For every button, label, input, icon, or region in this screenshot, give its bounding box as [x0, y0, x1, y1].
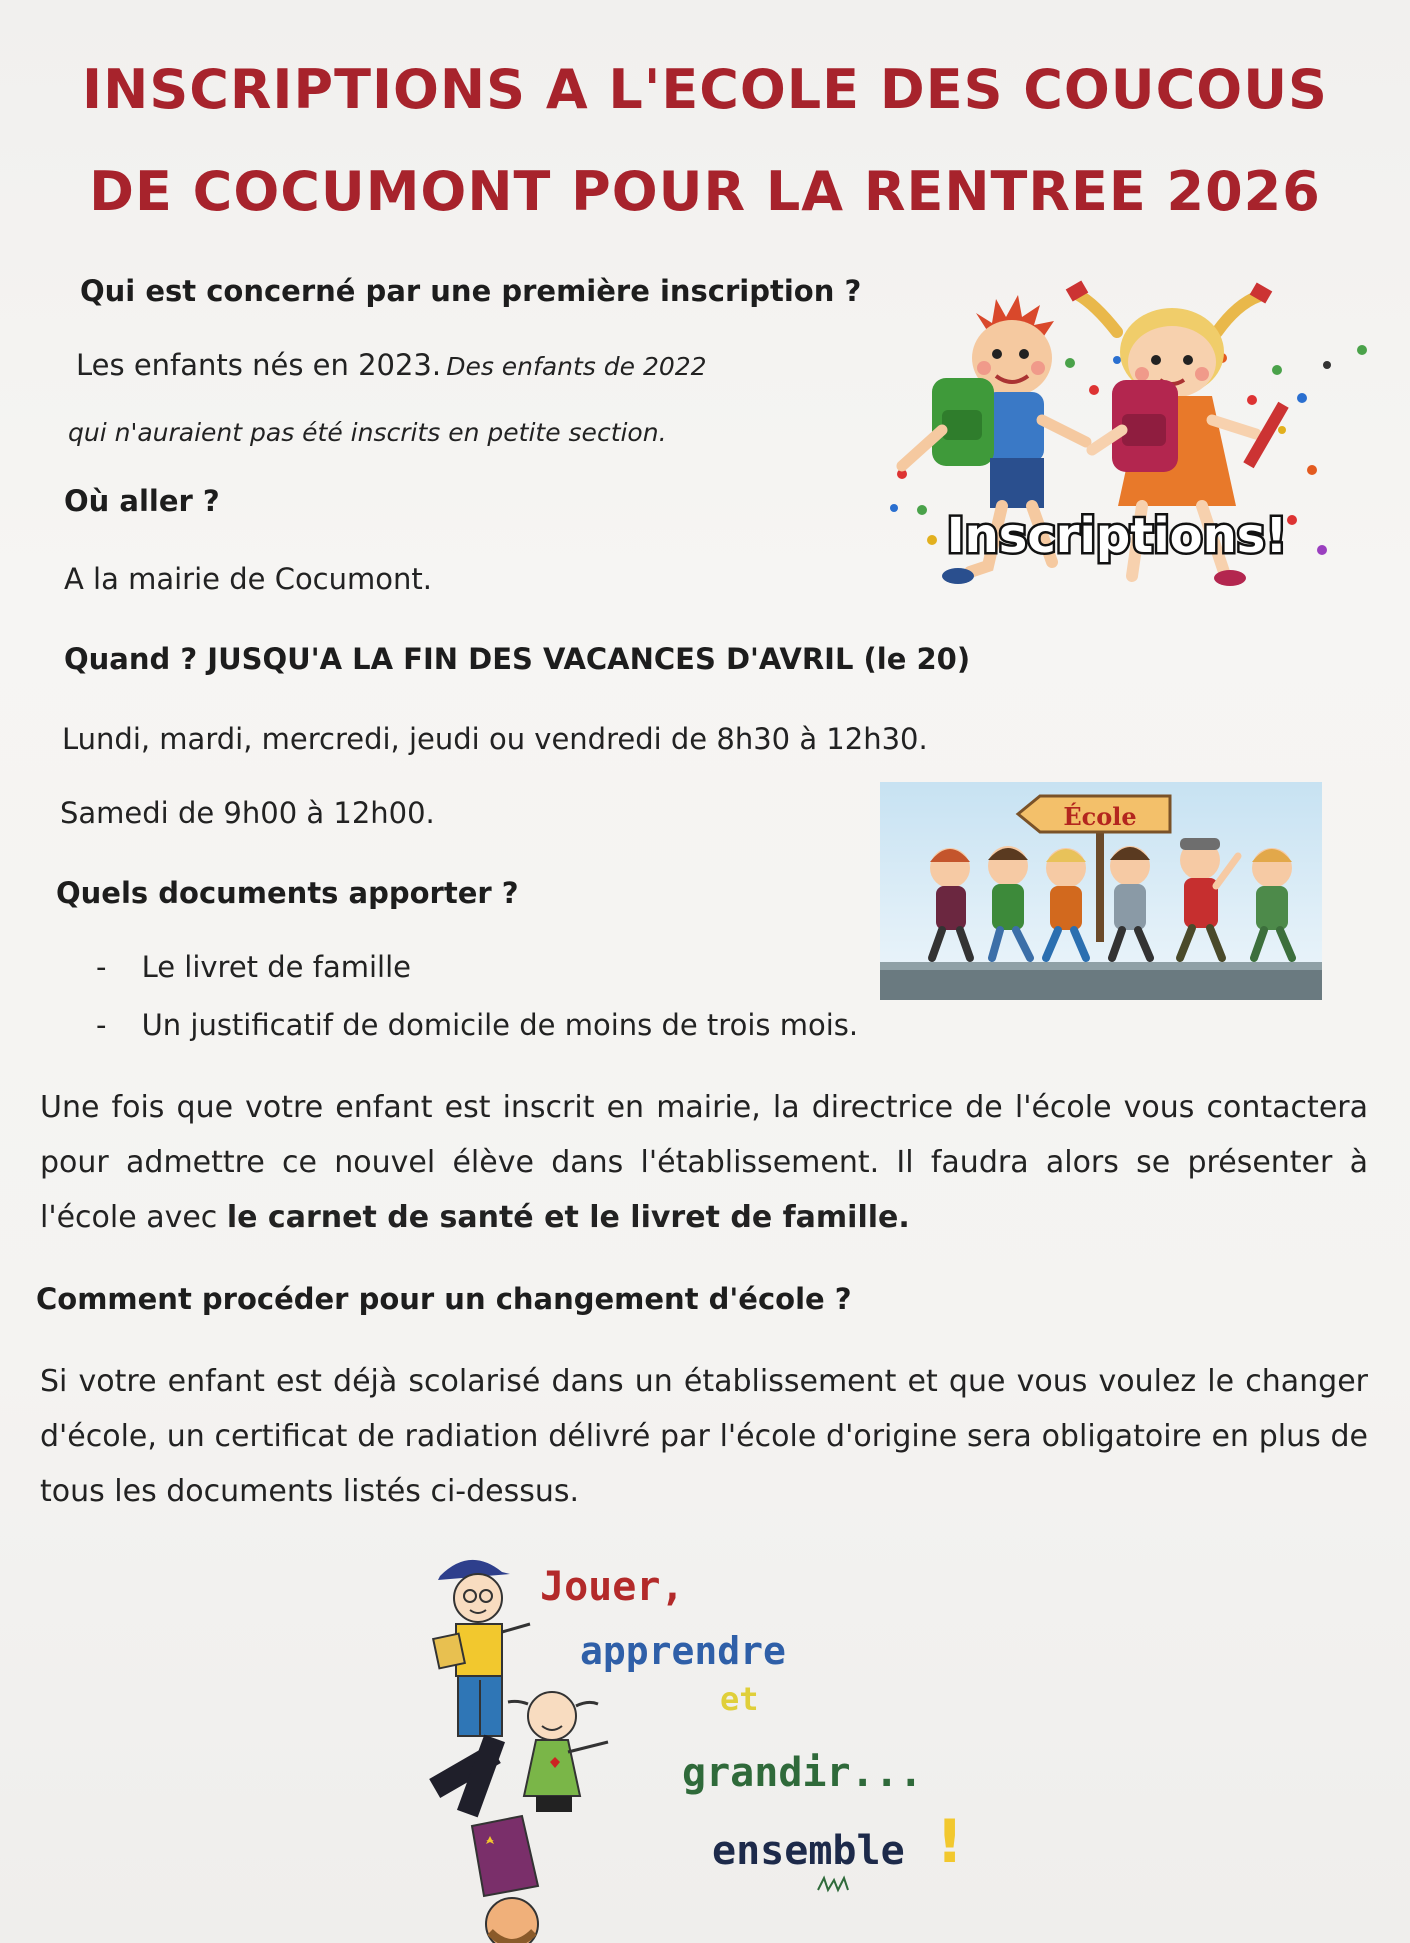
motto-apprendre: apprendre [580, 1629, 786, 1673]
hours-saturday: Samedi de 9h00 à 12h00. [60, 796, 435, 830]
question-school-change: Comment procéder pour un changement d'école ? [36, 1282, 852, 1316]
document-item-1: Le livret de famille [141, 950, 411, 984]
motto-grandir: grandir... [682, 1750, 923, 1796]
answer-born-2023: Les enfants nés en 2023. [76, 348, 442, 382]
school-walk-illustration [880, 782, 1322, 1000]
motto-et: et [720, 1680, 759, 1718]
document-list [96, 950, 858, 1066]
motto-jouer: Jouer, [540, 1564, 685, 1610]
question-first-inscription: Qui est concerné par une première inscription ? [80, 274, 862, 308]
required-documents: le carnet de santé et le livret de famille. [226, 1200, 910, 1235]
inscriptions-illustration [872, 280, 1372, 600]
kid-green-dress [508, 1692, 608, 1812]
list-item: - Un justificatif de domicile de moins de trois mois. [96, 1008, 859, 1042]
inscriptions-banner: Inscriptions! [946, 508, 1288, 564]
motto-illustration [420, 1540, 980, 1943]
motto-ensemble: ensemble [712, 1828, 905, 1874]
grass-icon [818, 1878, 848, 1890]
question-where: Où aller ? [64, 484, 220, 518]
title-line-2: DE COCUMONT POUR LA RENTREE 2026 [89, 160, 1321, 223]
list-item: - Le livret de famille [96, 950, 411, 984]
motto-exclamation: ! [936, 1807, 964, 1877]
question-when: Quand ? JUSQU'A LA FIN DES VACANCES D'AVRIL (le 20) [64, 642, 971, 676]
school-sign: École [1063, 802, 1137, 831]
answer-town-hall: A la mairie de Cocumont. [64, 562, 432, 596]
answer-not-enrolled: qui n'auraient pas été inscrits en petite section. [68, 418, 667, 447]
paragraph-school-change: Si votre enfant est déjà scolarisé dans un établissement et que vous voulez le changer d'école, un certificat de radiation délivré par l'école d'origine sera obligatoire en plus de tous les documents listés ci-dessus. [40, 1364, 1368, 1509]
paragraph-after-inscription: Une fois que votre enfant est inscrit en mairie, la directrice de l'école vous contactera pour admettre ce nouvel élève dans l'établissement. Il faudra alors se présenter à l'école avec le carnet de santé et le livret de famille. [40, 1090, 1368, 1235]
answer-born-line [76, 348, 707, 382]
document-item-2: Un justificatif de domicile de moins de trois mois. [141, 1008, 859, 1042]
kid-with-cap [433, 1560, 530, 1736]
answer-born-2022: Des enfants de 2022 [446, 352, 707, 381]
title-line-1: INSCRIPTIONS A L'ECOLE DES COUCOUS [82, 58, 1328, 121]
question-documents: Quels documents apporter ? [56, 876, 519, 910]
kid-cartwheel [429, 1735, 538, 1943]
hours-weekdays: Lundi, mardi, mercredi, jeudi ou vendredi de 8h30 à 12h30. [62, 722, 928, 756]
